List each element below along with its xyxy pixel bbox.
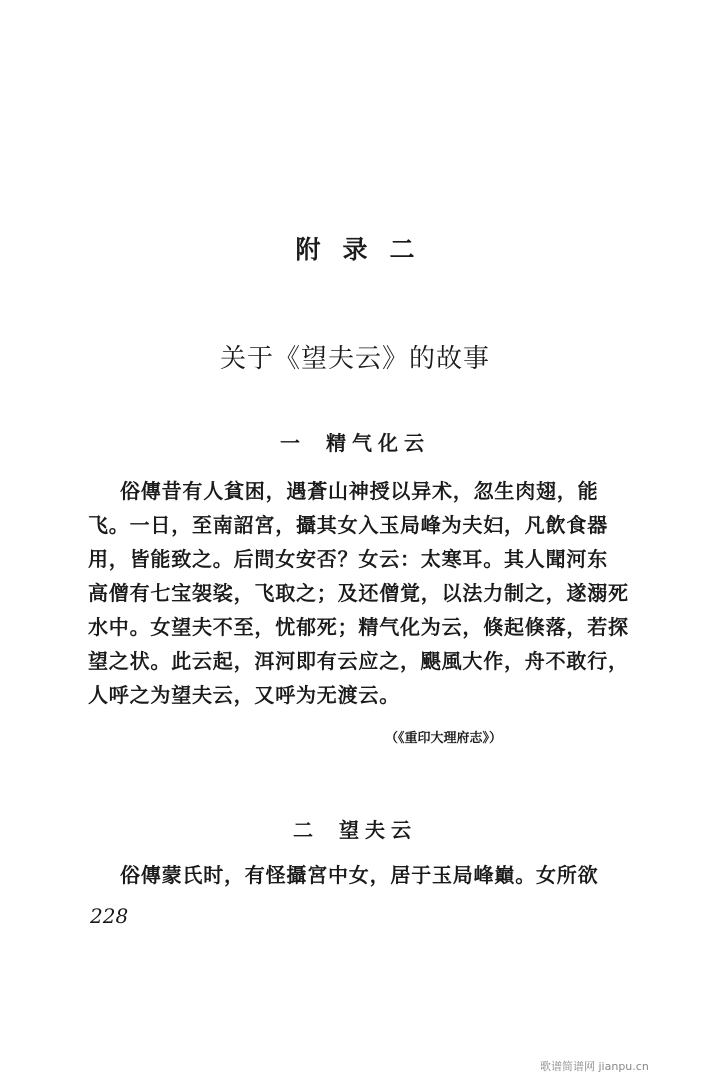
section1-text-line: 望之状。此云起，洱河即有云应之，颶風大作，舟不敢行， [88, 649, 629, 673]
section1-heading [0, 427, 710, 456]
section2-text-line: 俗傳蒙氏时，有怪攝宮中女，居于玉局峰巔。女所欲 [120, 863, 599, 887]
section1-text-line: 俗傳昔有人貧困，遇蒼山神授以异术，忽生肉翅，能 [120, 479, 599, 503]
watermark: 歌谱简谱网 jianpu.cn [540, 1060, 649, 1073]
section1-text-line: 高僧有七宝袈裟，飞取之；及还僧覚，以法力制之，遂溺死 [88, 581, 629, 605]
section1-text-line: 人呼之为望夫云，又呼为无渡云。 [88, 683, 400, 707]
section2-number: 二 [293, 818, 319, 842]
section2-title: 望夫云 [339, 818, 417, 842]
article-title: 关于《望夫云》的故事 [219, 344, 490, 374]
section1-text-line: 用，皆能致之。后問女安否？女云：太寒耳。其人聞河东 [88, 547, 608, 571]
page-number: 228 [90, 904, 129, 928]
section1-number: 一 [280, 431, 306, 455]
section1-text-line: 飞。一日，至南詔宮，攝其女入玉局峰为夫妇，凡飲食器 [88, 513, 608, 537]
appendix-title: 附录二 [295, 235, 437, 264]
section1-text-line: 水中。女望夫不至，忧郁死；精气化为云，倏起倏落，若探 [88, 615, 629, 639]
section2-heading [0, 814, 710, 843]
section1-title: 精气化云 [326, 431, 430, 455]
source-citation: （《重印大理府志》） [385, 731, 503, 746]
